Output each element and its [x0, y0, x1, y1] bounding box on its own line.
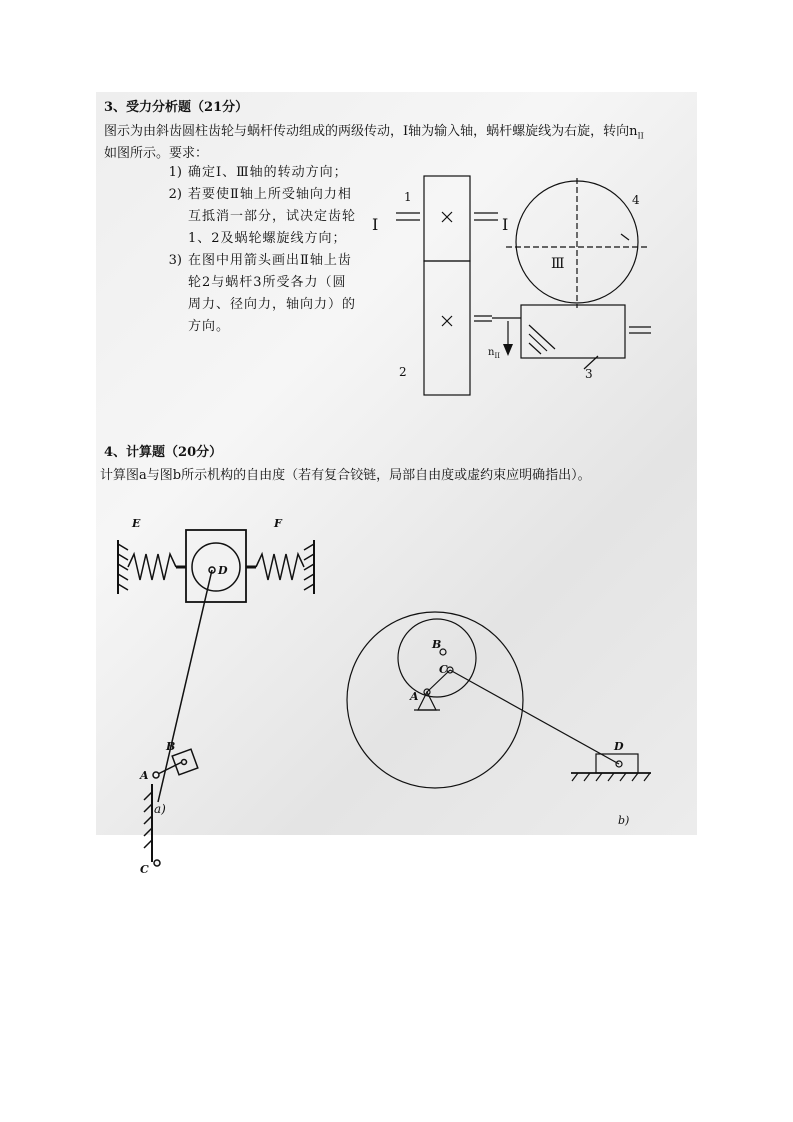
label-B-b: B	[432, 638, 442, 651]
worm-bearing	[629, 327, 651, 333]
q3-intro-line2: 如图所示。要求：	[104, 146, 209, 161]
label-1: 1	[404, 190, 412, 204]
ground-hatch	[144, 792, 152, 848]
gear-1-axis-mark	[442, 212, 452, 222]
q3-requirements	[154, 162, 360, 338]
gear-2	[424, 261, 470, 395]
q3-title: 3、受力分析题（21分）	[104, 100, 249, 115]
shaft-II-bearing	[474, 316, 492, 321]
label-D-b: D	[614, 740, 624, 753]
q3-intro-line1	[104, 122, 644, 147]
link-CD	[450, 670, 619, 764]
label-4: 4	[632, 193, 640, 207]
gear-2-axis-mark	[442, 316, 452, 326]
label-I-right: I	[502, 215, 509, 234]
label-3: 3	[585, 367, 593, 381]
mechanism-figure-b	[346, 607, 696, 837]
q3-item-2: 2) 若要使Ⅱ轴上所受轴向力相互抵消一部分，试决定齿轮1、2及蜗轮螺旋线方向；	[168, 187, 357, 246]
shaft-I-left-bearing	[396, 213, 420, 220]
ground-hatch-b	[572, 773, 650, 781]
q3-intro-text: 图示为由斜齿圆柱齿轮与蜗杆传动组成的两级传动，Ⅰ轴为输入轴，蜗杆螺旋线为右旋，转向n	[104, 124, 638, 139]
wall-E-hatch	[118, 544, 128, 590]
label-III: Ⅲ	[551, 256, 565, 272]
slider-block-B	[172, 749, 198, 775]
joint-B	[182, 760, 187, 765]
link-CD	[158, 570, 212, 802]
gear-worm-diagram	[366, 168, 696, 418]
wall-F-hatch	[304, 544, 314, 590]
q3-item-1: 1) 确定Ⅰ、Ⅲ轴的转动方向；	[168, 165, 348, 180]
label-A: A	[140, 769, 149, 782]
joint-C	[154, 860, 160, 866]
mechanism-figure-a	[96, 512, 346, 812]
label-D: D	[218, 564, 228, 577]
label-2: 2	[399, 365, 407, 379]
shaft-I-right-bearing	[474, 213, 498, 220]
label-B: B	[166, 740, 176, 753]
small-circle	[398, 619, 476, 697]
q3-item-3: 3) 在图中用箭头画出Ⅱ轴上齿轮2与蜗杆3所受各力（圆周力、径向力，轴向力）的方向。	[168, 253, 357, 334]
label-I-left: I	[372, 215, 379, 234]
scanned-exam-page	[96, 92, 697, 876]
q4-title: 4、计算题（20分）	[104, 445, 223, 460]
label-C-a: C	[140, 863, 149, 876]
label-nII: $n_{II}$	[488, 347, 500, 360]
roller-D	[192, 543, 240, 591]
gear-1	[424, 176, 470, 261]
nII-arrow-head	[503, 344, 513, 356]
label-C-b: C	[439, 663, 448, 676]
leader-4	[621, 234, 629, 240]
worm-thread-lines	[529, 325, 555, 354]
spring-E	[128, 554, 176, 580]
label-A-b: A	[410, 690, 419, 703]
spring-F	[256, 554, 304, 580]
q3-intro-subscript: II	[637, 131, 644, 141]
caption-a: a)	[154, 802, 166, 816]
q4-intro: 计算图a与图b所示机构的自由度（若有复合铰链，局部自由度或虚约束应明确指出）。	[100, 468, 591, 483]
label-E: E	[132, 517, 141, 530]
joint-A	[153, 772, 159, 778]
caption-b: b)	[618, 814, 630, 827]
label-F: F	[274, 517, 282, 530]
